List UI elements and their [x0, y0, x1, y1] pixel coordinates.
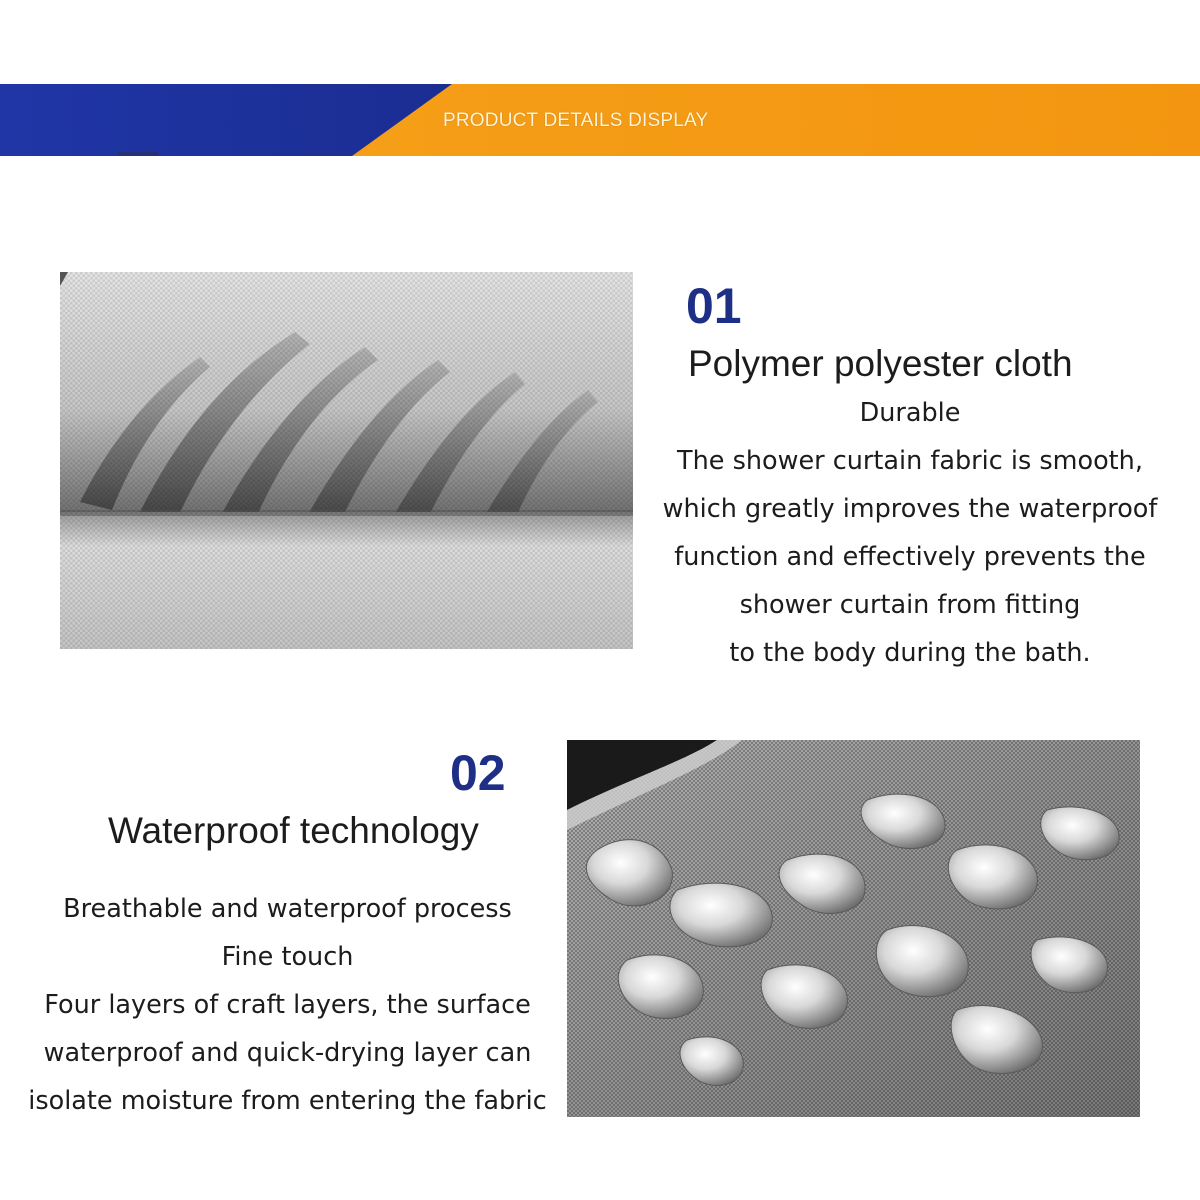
water-droplets-photo — [567, 740, 1140, 1117]
section-number: 02 — [450, 745, 506, 801]
section-description — [10, 885, 565, 1125]
banner-title: PRODUCT DETAILS DISPLAY — [443, 110, 709, 131]
description-line: isolate moisture from entering the fabric — [28, 1086, 547, 1116]
description-line: to the body during the bath. — [729, 638, 1091, 668]
section-title: Polymer polyester cloth — [688, 343, 1073, 384]
description-line: Fine touch — [221, 942, 354, 972]
section-title: Waterproof technology — [108, 810, 479, 851]
description-line: Durable — [859, 398, 961, 428]
fabric-closeup-photo — [60, 272, 633, 649]
description-line: Breathable and waterproof process — [63, 894, 512, 924]
description-line: which greatly improves the waterproof — [662, 494, 1158, 524]
section-description — [645, 389, 1175, 677]
description-line: Four layers of craft layers, the surface — [44, 990, 531, 1020]
section-number: 01 — [686, 278, 742, 334]
description-line: shower curtain from fitting — [739, 590, 1081, 620]
description-line: function and effectively prevents the — [674, 542, 1146, 572]
description-line: The shower curtain fabric is smooth, — [677, 446, 1143, 476]
header-banner — [0, 84, 1200, 156]
description-line: waterproof and quick-drying layer can — [43, 1038, 532, 1068]
